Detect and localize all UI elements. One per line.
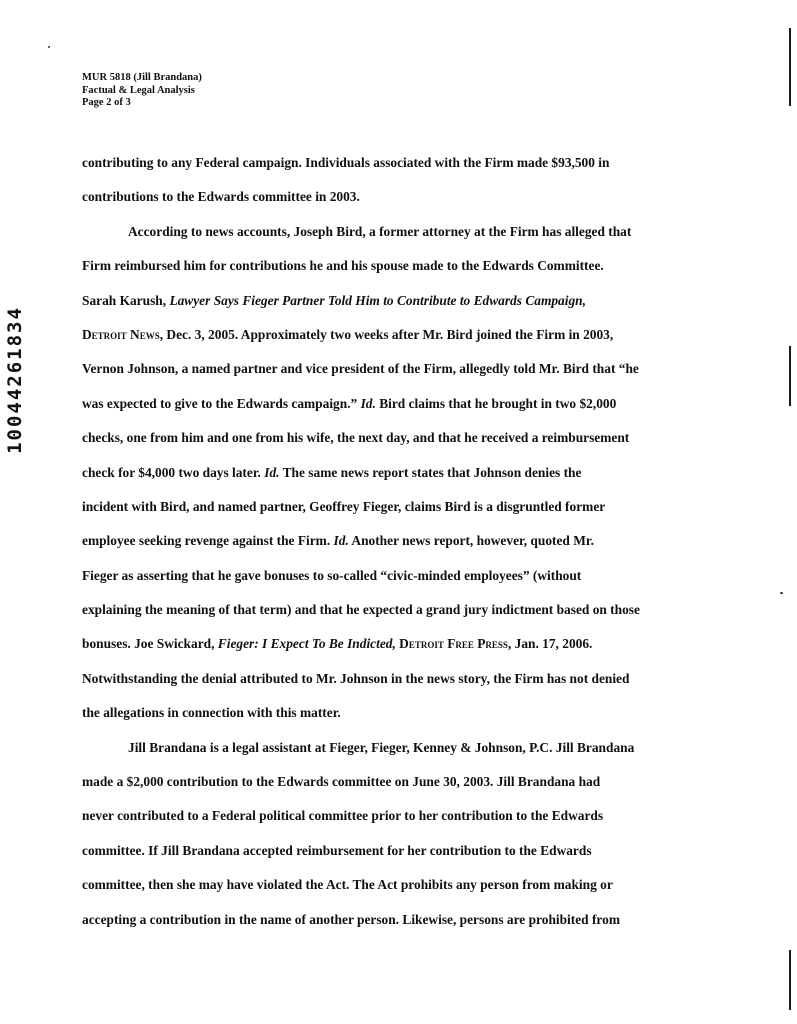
- scan-edge-line: [789, 950, 791, 1010]
- publication-name: Detroit Free Press: [395, 636, 508, 652]
- text-line: [82, 456, 682, 490]
- text-segment: , Jan. 17, 2006.: [507, 636, 593, 652]
- header-case-number: MUR 5818 (Jill Brandana): [82, 72, 202, 83]
- text-line: [82, 318, 682, 352]
- text-line: explaining the meaning of that term) and that he expected a grand jury indictment based on those: [82, 602, 640, 618]
- text-line: [82, 627, 682, 661]
- text-segment: was expected to give to the Edwards campaign.”: [82, 395, 361, 411]
- header-title: Factual & Legal Analysis: [82, 84, 195, 96]
- text-line: made a $2,000 contribution to the Edwards committee on June 30, 2003. Jill Brandana had: [82, 774, 601, 790]
- text-line: accepting a contribution in the name of another person. Likewise, persons are prohibited from: [82, 911, 620, 927]
- text-line: Jill Brandana is a legal assistant at Fieger, Fieger, Kenney & Johnson, P.C. Jill Brandana: [128, 739, 635, 755]
- text-line: [82, 284, 682, 318]
- text-line: committee. If Jill Brandana accepted reimbursement for her contribution to the Edwards: [82, 842, 592, 858]
- scan-speck: [48, 46, 50, 48]
- text-line: committee, then she may have violated the Act. The Act prohibits any person from making or: [82, 877, 613, 893]
- text-line: incident with Bird, and named partner, Geoffrey Fieger, claims Bird is a disgruntled former: [82, 498, 606, 514]
- text-segment: The same news report states that Johnson denies the: [279, 464, 582, 480]
- text-line: contributions to the Edwards committee in 2003.: [82, 189, 360, 205]
- text-segment: , Dec. 3, 2005. Approximately two weeks after Mr. Bird joined the Firm in 2003,: [159, 326, 614, 342]
- id-citation: Id.: [360, 395, 376, 411]
- publication-name: Detroit News: [82, 326, 160, 342]
- body-text: [82, 146, 682, 937]
- text-line: Firm reimbursed him for contributions he and his spouse made to the Edwards Committee.: [82, 258, 604, 274]
- text-line: checks, one from him and one from his wife, the next day, and that he received a reimbursement: [82, 430, 630, 446]
- text-line: According to news accounts, Joseph Bird, a former attorney at the Firm has alleged that: [128, 223, 632, 239]
- text-segment: bonuses. Joe Swickard,: [82, 636, 218, 652]
- header-page-number: Page 2 of 3: [82, 97, 131, 108]
- scan-edge-line: [789, 346, 791, 406]
- text-line: Vernon Johnson, a named partner and vice president of the Firm, allegedly told Mr. Bird that “he: [82, 361, 639, 377]
- text-line: [82, 387, 682, 421]
- id-citation: Id.: [333, 533, 349, 549]
- scan-speck: [780, 592, 783, 594]
- text-line: Notwithstanding the denial attributed to Mr. Johnson in the news story, the Firm has not denied: [82, 670, 630, 686]
- document-control-number: [4, 290, 26, 470]
- text-segment: Bird claims that he brought in two $2,000: [375, 395, 617, 411]
- text-segment: Another news report, however, quoted Mr.: [348, 533, 594, 549]
- citation-title: Lawyer Says Fieger Partner Told Him to Contribute to Edwards Campaign,: [169, 292, 586, 308]
- id-citation: Id.: [264, 464, 280, 480]
- citation-title: Fieger: I Expect To Be Indicted,: [217, 636, 396, 652]
- text-segment: employee seeking revenge against the Firm.: [82, 533, 334, 549]
- control-number-text: 10044261834: [4, 306, 26, 454]
- text-line: contributing to any Federal campaign. Individuals associated with the Firm made $93,500 in: [82, 155, 610, 170]
- text-line: never contributed to a Federal political committee prior to her contribution to the Edwards: [82, 808, 604, 824]
- text-line: the allegations in connection with this matter.: [82, 705, 341, 721]
- text-segment: check for $4,000 two days later.: [82, 464, 265, 480]
- text-line: [82, 524, 682, 558]
- text-line: Fieger as asserting that he gave bonuses to so-called “civic-minded employees” (without: [82, 567, 582, 583]
- scan-edge-line: [789, 28, 791, 106]
- citation-author: Sarah Karush,: [82, 292, 170, 308]
- document-header: [82, 72, 202, 110]
